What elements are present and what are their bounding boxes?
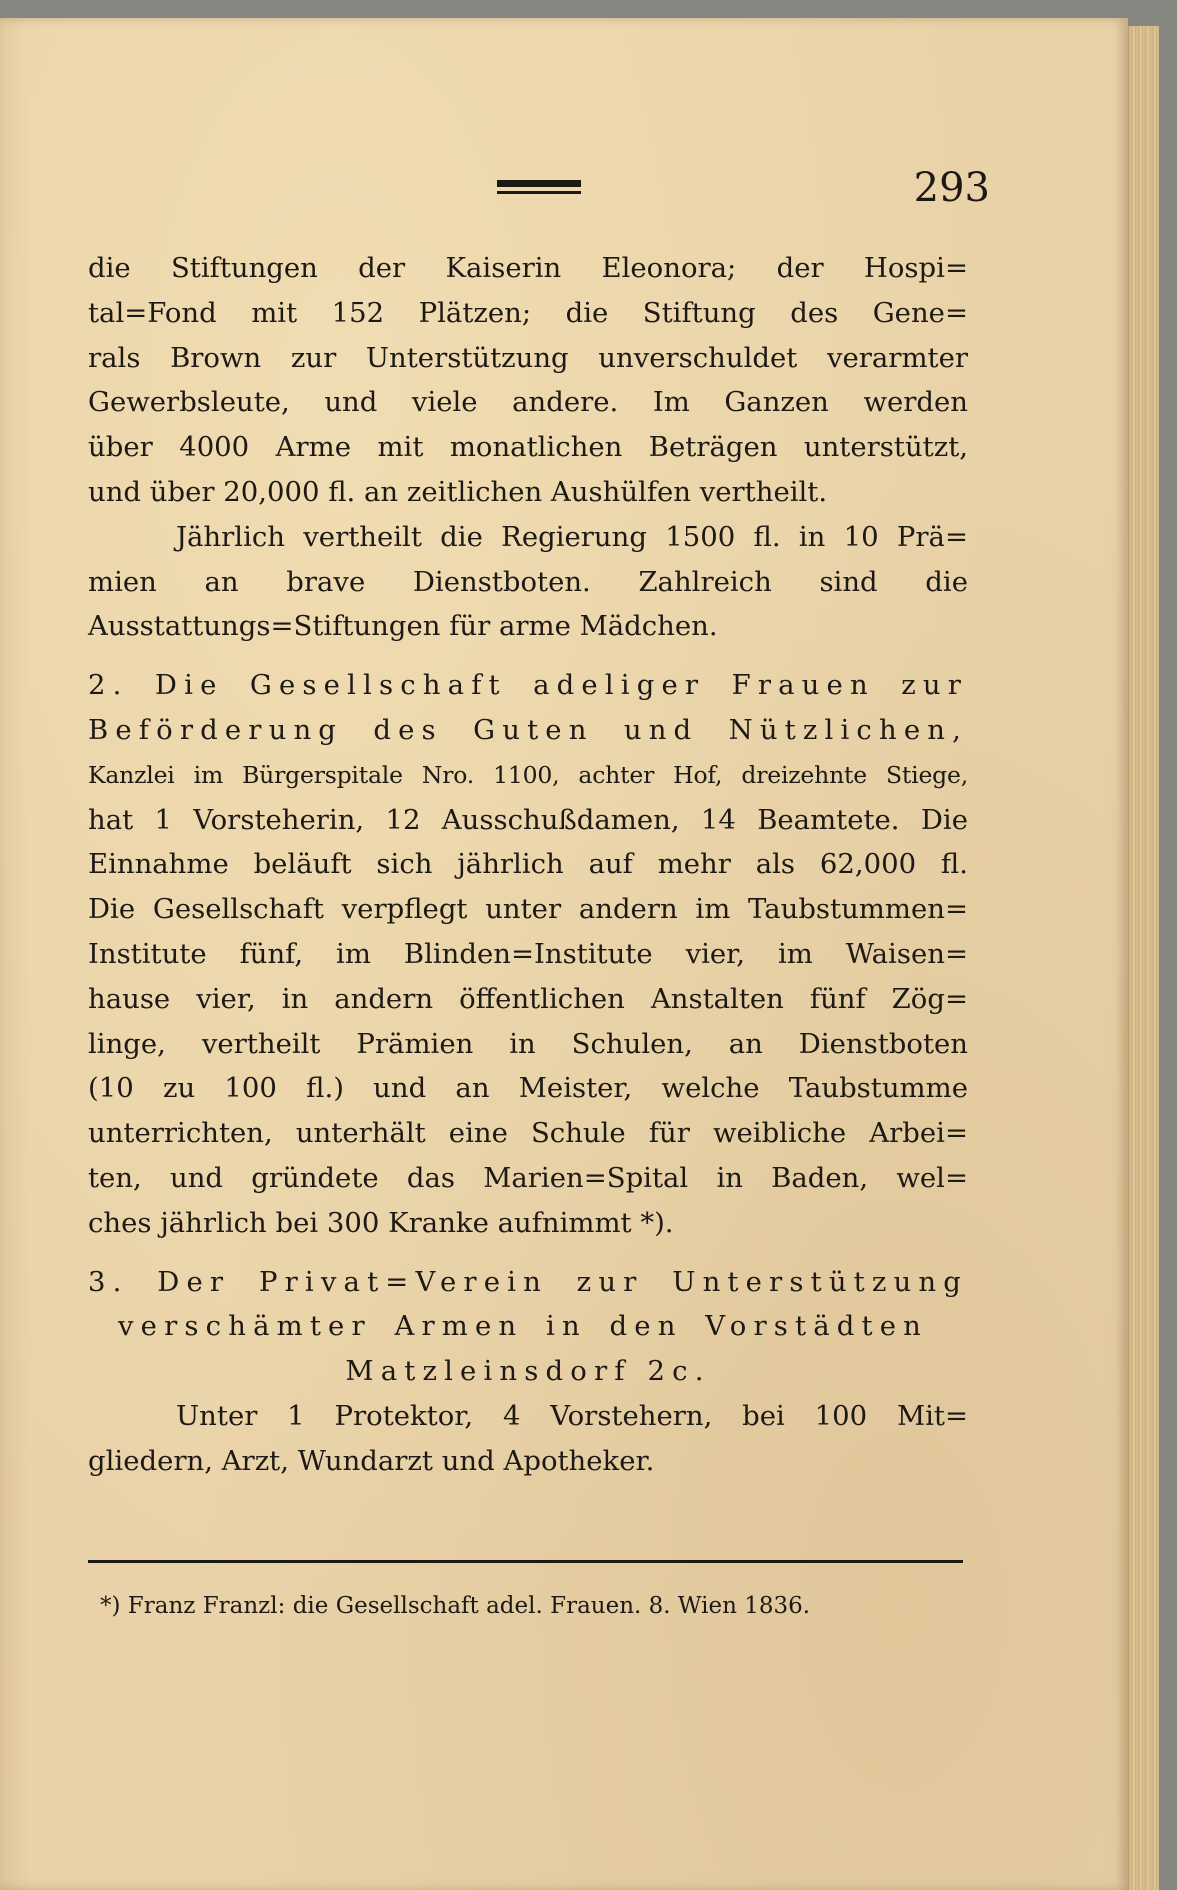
text-line: Einnahme beläuft sich jährlich auf mehr als 62,000 fl.: [88, 848, 968, 881]
paragraph-gap: [88, 1246, 968, 1260]
text-line: Die Gesellschaft verpflegt unter andern im Taubstummen=: [88, 893, 968, 926]
section-heading-line: Beförderung des Guten und Nützlichen,: [88, 713, 968, 746]
footnote-rule: [88, 1560, 963, 1563]
text-line: Jährlich vertheilt die Regierung 1500 fl. in 10 Prä=: [176, 520, 968, 553]
section-heading-line: Matzleinsdorf 2c.: [345, 1355, 711, 1388]
text-line: Institute fünf, im Blinden=Institute vier, im Waisen=: [88, 937, 968, 970]
address-line: Kanzlei im Bürgerspitale Nro. 1100, achter Hof, dreizehnte Stiege,: [88, 760, 968, 789]
page-edges: [1128, 26, 1159, 1890]
text-line: Unter 1 Protektor, 4 Vorstehern, bei 100 Mit=: [176, 1399, 968, 1432]
text-line: (10 zu 100 fl.) und an Meister, welche Taubstumme: [88, 1072, 968, 1105]
text-line: rals Brown zur Unterstützung unverschuldet verarmter: [88, 341, 968, 374]
text-line: mien an brave Dienstboten. Zahlreich sind die: [88, 565, 968, 598]
text-line: über 4000 Arme mit monatlichen Beträgen unterstützt,: [88, 431, 968, 464]
text-line: ten, und gründete das Marien=Spital in Baden, wel=: [88, 1161, 968, 1194]
page-number: 293: [913, 165, 990, 211]
text-line: hause vier, in andern öffentlichen Anstalten fünf Zög=: [88, 982, 968, 1015]
text-line: Gewerbsleute, und viele andere. Im Ganzen werden: [88, 386, 968, 419]
text-line: Ausstattungs=Stiftungen für arme Mädchen.: [88, 610, 718, 643]
text-line: tal=Fond mit 152 Plätzen; die Stiftung des Gene=: [88, 296, 968, 329]
header-rule: [497, 180, 581, 194]
paragraph-gap: [88, 649, 968, 663]
text-line: linge, vertheilt Prämien in Schulen, an Dienstboten: [88, 1027, 968, 1060]
text-line: hat 1 Vorsteherin, 12 Ausschußdamen, 14 Beamtete. Die: [88, 803, 968, 836]
footnote: *) Franz Franzl: die Gesellschaft adel. Frauen. 8. Wien 1836.: [100, 1593, 811, 1619]
section-heading-line: 2. Die Gesellschaft adeliger Frauen zur: [88, 669, 968, 702]
text-line: und über 20,000 fl. an zeitlichen Aushülfen vertheilt.: [88, 475, 828, 508]
text-line: ches jährlich bei 300 Kranke aufnimmt *).: [88, 1206, 674, 1239]
body-text: [88, 246, 968, 1484]
section-heading-line: verschämter Armen in den Vorstädten: [118, 1310, 928, 1343]
text-line: die Stiftungen der Kaiserin Eleonora; der Hospi=: [88, 252, 968, 284]
text-line: unterrichten, unterhält eine Schule für weibliche Arbei=: [88, 1117, 968, 1150]
section-heading-line: 3. Der Privat=Verein zur Unterstützung: [88, 1265, 968, 1298]
text-line: gliedern, Arzt, Wundarzt und Apotheker.: [88, 1444, 655, 1477]
